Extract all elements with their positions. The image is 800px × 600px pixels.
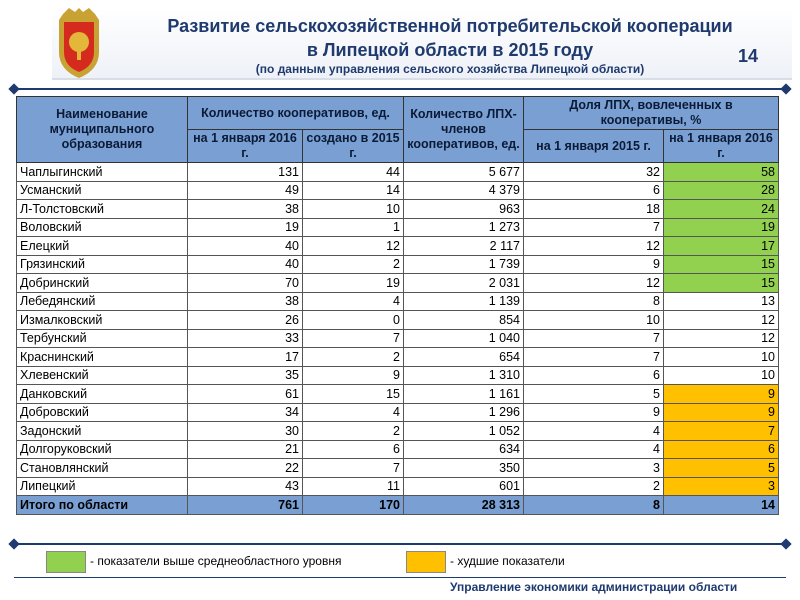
share-jan2015-cell: 5 [524,385,664,404]
share-jan2016-cell: 24 [664,200,779,219]
title-line-1: Развитие сельскохозяйственной потребительской кооперации [167,16,733,36]
district-name-cell: Чаплыгинский [17,163,188,182]
share-jan2015-cell: 4 [524,440,664,459]
district-name-cell: Хлевенский [17,366,188,385]
share-jan2015-cell: 8 [524,292,664,311]
bottom-rule-left-dot [8,538,19,549]
coops-created2015-cell: 4 [303,292,404,311]
cooperatives-table [16,96,779,515]
header-share: Доля ЛПХ, вовлеченных в кооперативы, % [524,97,779,130]
share-jan2016-cell: 58 [664,163,779,182]
share-jan2015-cell: 9 [524,255,664,274]
table-row [17,459,779,478]
footer-rule [14,577,786,578]
district-name-cell: Задонский [17,422,188,441]
share-jan2015-cell: 18 [524,200,664,219]
share-jan2016-cell: 12 [664,311,779,330]
share-jan2015-cell: 12 [524,274,664,293]
table-row [17,422,779,441]
subtitle: (по данным управления сельского хозяйства Липецкой области) [255,62,645,76]
coops-jan2016-cell: 33 [188,329,303,348]
header-members: Количество ЛПХ-членов кооперативов, ед. [404,97,524,163]
share-jan2015-cell: 10 [524,311,664,330]
district-name-cell: Измалковский [17,311,188,330]
total-share-jan2015-cell: 8 [524,496,664,515]
coops-jan2016-cell: 17 [188,348,303,367]
legend-swatch-worse [406,551,446,573]
share-jan2016-cell: 6 [664,440,779,459]
share-jan2015-cell: 7 [524,218,664,237]
table-row [17,348,779,367]
district-name-cell: Усманский [17,181,188,200]
header-share-jan2015: на 1 января 2015 г. [524,130,664,163]
share-jan2015-cell: 3 [524,459,664,478]
total-district-name-cell: Итого по области [17,496,188,515]
coops-jan2016-cell: 43 [188,477,303,496]
bottom-rule-right-dot [780,538,791,549]
share-jan2016-cell: 9 [664,385,779,404]
members-count-cell: 1 139 [404,292,524,311]
share-jan2015-cell: 6 [524,366,664,385]
legend-worse-text: - худшие показатели [450,554,565,568]
share-jan2015-cell: 4 [524,422,664,441]
table-row [17,200,779,219]
coops-created2015-cell: 9 [303,366,404,385]
total-row [17,496,779,515]
coops-created2015-cell: 6 [303,440,404,459]
coops-jan2016-cell: 40 [188,255,303,274]
legend-above-text: - показатели выше среднеобластного уровня [90,554,342,568]
table-row [17,329,779,348]
table-row [17,218,779,237]
coops-jan2016-cell: 34 [188,403,303,422]
table-row [17,385,779,404]
members-count-cell: 601 [404,477,524,496]
share-jan2015-cell: 7 [524,329,664,348]
table-row [17,311,779,330]
coops-created2015-cell: 11 [303,477,404,496]
district-name-cell: Грязинский [17,255,188,274]
district-name-cell: Краснинский [17,348,188,367]
coops-jan2016-cell: 19 [188,218,303,237]
coops-created2015-cell: 2 [303,422,404,441]
coops-jan2016-cell: 40 [188,237,303,256]
coops-created2015-cell: 2 [303,348,404,367]
coops-created2015-cell: 7 [303,329,404,348]
share-jan2016-cell: 9 [664,403,779,422]
share-jan2016-cell: 15 [664,255,779,274]
share-jan2015-cell: 32 [524,163,664,182]
share-jan2016-cell: 15 [664,274,779,293]
coops-jan2016-cell: 49 [188,181,303,200]
header-coops: Количество кооперативов, ед. [188,97,404,130]
district-name-cell: Добринский [17,274,188,293]
members-count-cell: 634 [404,440,524,459]
top-rule-left-dot [8,83,19,94]
members-count-cell: 654 [404,348,524,367]
table-row [17,237,779,256]
footer-text: Управление экономики администрации области [450,580,738,594]
members-count-cell: 350 [404,459,524,478]
table-row [17,255,779,274]
table-row [17,292,779,311]
coops-created2015-cell: 0 [303,311,404,330]
share-jan2016-cell: 28 [664,181,779,200]
members-count-cell: 2 117 [404,237,524,256]
share-jan2015-cell: 6 [524,181,664,200]
district-name-cell: Лебедянский [17,292,188,311]
coops-jan2016-cell: 38 [188,292,303,311]
top-rule [14,88,786,90]
district-name-cell: Липецкий [17,477,188,496]
header-share-jan2016: на 1 января 2016 г. [664,130,779,163]
coops-jan2016-cell: 22 [188,459,303,478]
coops-created2015-cell: 12 [303,237,404,256]
coops-created2015-cell: 19 [303,274,404,293]
share-jan2015-cell: 12 [524,237,664,256]
members-count-cell: 1 273 [404,218,524,237]
share-jan2016-cell: 10 [664,366,779,385]
coops-created2015-cell: 2 [303,255,404,274]
district-name-cell: Елецкий [17,237,188,256]
coops-created2015-cell: 44 [303,163,404,182]
coops-created2015-cell: 10 [303,200,404,219]
header-coops-created2015: создано в 2015 г. [303,130,404,163]
coops-created2015-cell: 1 [303,218,404,237]
share-jan2016-cell: 7 [664,422,779,441]
members-count-cell: 2 031 [404,274,524,293]
coops-jan2016-cell: 61 [188,385,303,404]
page-number: 14 [738,46,759,66]
coops-created2015-cell: 15 [303,385,404,404]
members-count-cell: 4 379 [404,181,524,200]
coops-jan2016-cell: 35 [188,366,303,385]
coops-jan2016-cell: 70 [188,274,303,293]
share-jan2015-cell: 9 [524,403,664,422]
members-count-cell: 1 161 [404,385,524,404]
district-name-cell: Становлянский [17,459,188,478]
district-name-cell: Данковский [17,385,188,404]
table-row [17,163,779,182]
members-count-cell: 1 739 [404,255,524,274]
district-name-cell: Добровский [17,403,188,422]
members-count-cell: 1 052 [404,422,524,441]
total-share-jan2016-cell: 14 [664,496,779,515]
members-count-cell: 963 [404,200,524,219]
coops-created2015-cell: 14 [303,181,404,200]
district-name-cell: Долгоруковский [17,440,188,459]
share-jan2016-cell: 12 [664,329,779,348]
top-rule-right-dot [780,83,791,94]
share-jan2015-cell: 7 [524,348,664,367]
total-members-count-cell: 28 313 [404,496,524,515]
total-coops-jan2016-cell: 761 [188,496,303,515]
share-jan2016-cell: 3 [664,477,779,496]
coops-jan2016-cell: 21 [188,440,303,459]
members-count-cell: 1 296 [404,403,524,422]
table-row [17,477,779,496]
table-row [17,274,779,293]
share-jan2016-cell: 5 [664,459,779,478]
coops-jan2016-cell: 26 [188,311,303,330]
members-count-cell: 1 040 [404,329,524,348]
coops-created2015-cell: 7 [303,459,404,478]
share-jan2015-cell: 2 [524,477,664,496]
share-jan2016-cell: 19 [664,218,779,237]
share-jan2016-cell: 13 [664,292,779,311]
table-row [17,403,779,422]
title-line-2: в Липецкой области в 2015 году [306,40,594,60]
table-row [17,366,779,385]
coat-of-arms-icon [55,8,103,80]
header-coops-jan2016: на 1 января 2016 г. [188,130,303,163]
coops-jan2016-cell: 30 [188,422,303,441]
members-count-cell: 5 677 [404,163,524,182]
legend-swatch-above [46,551,86,573]
coops-created2015-cell: 4 [303,403,404,422]
table-row [17,181,779,200]
coops-jan2016-cell: 38 [188,200,303,219]
header-name: Наименование муниципального образования [17,97,188,163]
table-row [17,440,779,459]
district-name-cell: Л-Толстовский [17,200,188,219]
members-count-cell: 1 310 [404,366,524,385]
total-coops-created2015-cell: 170 [303,496,404,515]
share-jan2016-cell: 17 [664,237,779,256]
district-name-cell: Тербунский [17,329,188,348]
bottom-rule [14,543,786,545]
coops-jan2016-cell: 131 [188,163,303,182]
district-name-cell: Воловский [17,218,188,237]
share-jan2016-cell: 10 [664,348,779,367]
members-count-cell: 854 [404,311,524,330]
